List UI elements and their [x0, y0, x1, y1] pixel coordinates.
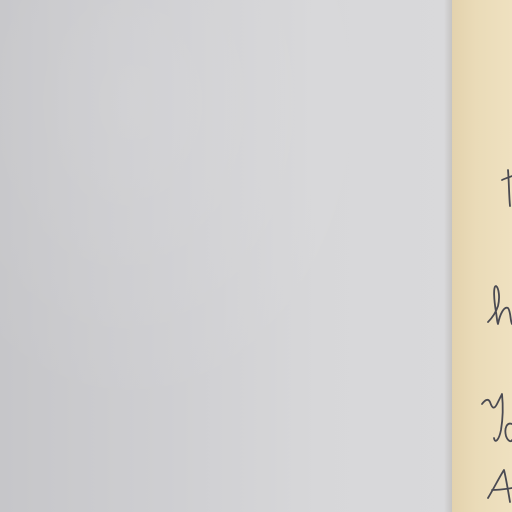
handwriting-stroke-1	[502, 176, 512, 180]
handwriting-stroke-1b	[508, 170, 510, 206]
handwriting-stroke-5	[488, 470, 512, 502]
handwriting-stroke-2	[488, 286, 512, 324]
handwriting-marks	[452, 0, 512, 512]
handwriting-stroke-4	[505, 424, 512, 442]
handwritten-note-paper	[452, 0, 512, 512]
handwriting-stroke-3	[482, 394, 503, 441]
